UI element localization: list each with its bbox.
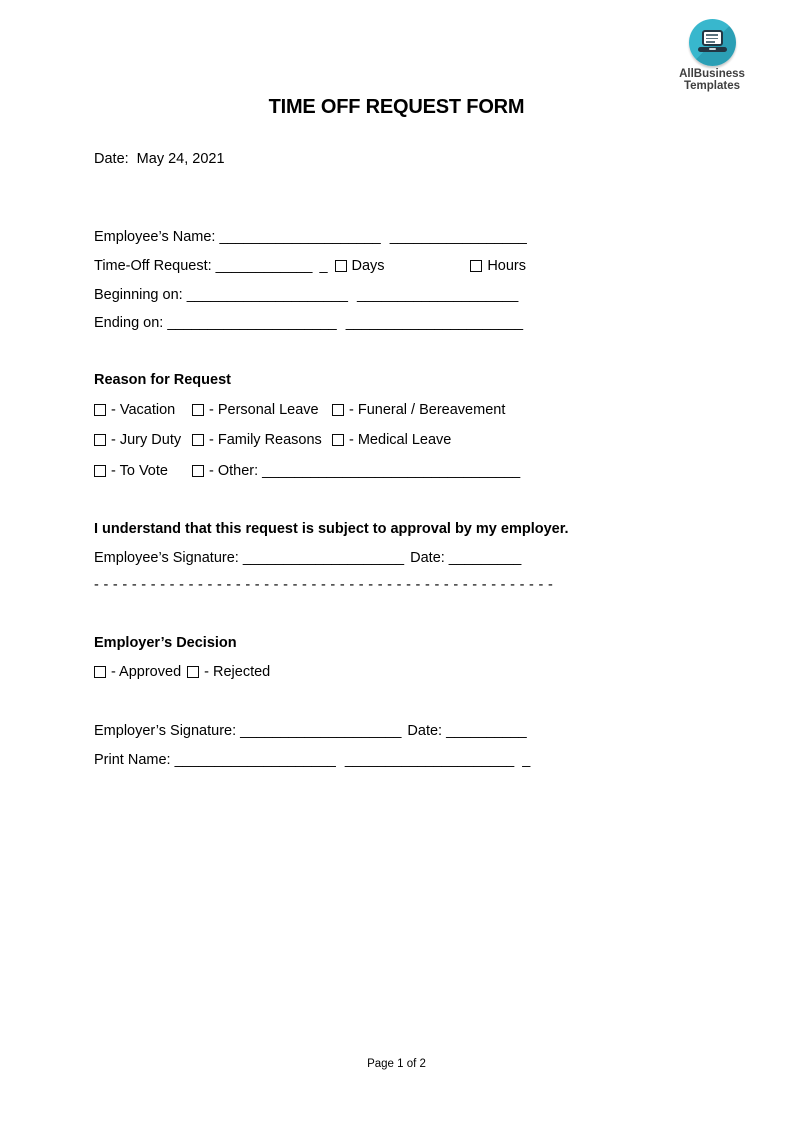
option-label: - Other: [209,463,259,479]
option-label: - To Vote [111,463,168,479]
print-name-label: Print Name: [94,752,171,768]
checkbox-icon-medical-leave [332,434,344,446]
checkbox-option-rejected [181,664,270,680]
allbusiness-templates-logo [672,19,752,92]
checkbox-option-medical-leave [332,431,534,449]
blank-line: ____________________ [219,229,381,245]
employee-signature-line [94,549,521,567]
logo-text-line2: Templates [683,80,741,92]
logo-text-line1: AllBusiness [679,68,745,80]
blank-line: ____________ [215,258,313,274]
blank-line: ______________________ [345,315,524,331]
approval-statement: I understand that this request is subject to approval by my employer. [94,521,569,537]
signature-date-label: Date: [407,723,443,739]
blank-line: ____________________ [356,287,519,303]
option-label: - Medical Leave [349,432,452,448]
hours-option [470,257,526,275]
checkbox-option-family-reasons [192,431,332,449]
blank-line: ____________________ [242,550,405,566]
checkbox-icon-other [192,465,204,477]
time-off-request-line [94,257,526,275]
blank-line: __________ [446,723,527,739]
date-line [94,150,225,168]
reason-heading: Reason for Request [94,372,231,388]
checkbox-icon-vacation [94,404,106,416]
option-label: - Family Reasons [209,432,322,448]
checkbox-icon-rejected [187,666,199,678]
blank-line: _ [319,258,328,274]
blank-line: ________________________________ [262,463,521,479]
checkbox-icon-to-vote [94,465,106,477]
page-number: Page 1 of 2 [367,1058,426,1070]
date-label: Date: [94,151,129,167]
blank-line: _ [522,752,531,768]
ending-on-line [94,314,523,332]
employee-signature-label: Employee’s Signature: [94,550,239,566]
reason-row-2 [94,431,534,449]
date-value: May 24, 2021 [136,151,225,167]
blank-line: _________________ [389,229,527,245]
checkbox-option-funeral-bereavement [332,401,534,419]
beginning-on-label: Beginning on: [94,287,183,303]
ending-on-label: Ending on: [94,315,164,331]
logo-badge [689,19,736,66]
blank-line: _________ [448,550,522,566]
time-off-request-label: Time-Off Request: [94,258,212,274]
days-label: Days [351,258,385,274]
checkbox-icon-personal-leave [192,404,204,416]
form-title: TIME OFF REQUEST FORM [268,96,525,118]
beginning-on-line [94,286,518,304]
option-label: - Rejected [204,664,271,680]
reason-row-3 [94,462,520,480]
print-name-line [94,751,530,769]
employer-decision-heading: Employer’s Decision [94,635,237,651]
blank-line: ____________________ [186,287,348,303]
blank-line: _____________________ [167,315,337,331]
signature-date-label: Date: [410,550,445,566]
laptop-base [698,47,727,52]
dashed-separator: - - - - - - - - - - - - - - - - - - - - - - - - - - - - - - - - - - - - - - - - - - - - - - - - - [94,577,554,593]
checkbox-icon-funeral-bereavement [332,404,344,416]
option-label: - Approved [111,664,182,680]
checkbox-icon-approved [94,666,106,678]
checkbox-icon-jury-duty [94,434,106,446]
checkbox-option-other [192,463,520,479]
checkbox-option-jury-duty [94,431,192,449]
checkbox-option-to-vote [94,462,192,480]
checkbox-option-approved [94,664,181,680]
blank-line: ____________________ [174,752,336,768]
checkbox-icon-family-reasons [192,434,204,446]
option-label: - Personal Leave [209,402,319,418]
employee-name-line [94,228,527,246]
employee-name-label: Employee’s Name: [94,229,216,245]
checkbox-icon-hours [470,260,482,272]
option-label: - Jury Duty [111,432,182,448]
option-label: - Vacation [111,402,176,418]
option-label: - Funeral / Bereavement [349,402,506,418]
employer-signature-line [94,722,527,740]
reason-row-1 [94,401,534,419]
decision-options-line [94,663,270,681]
checkbox-option-vacation [94,401,192,419]
hours-label: Hours [487,258,526,274]
blank-line: ____________________ [240,723,402,739]
employer-signature-label: Employer’s Signature: [94,723,237,739]
blank-line: _____________________ [344,752,515,768]
checkbox-option-personal-leave [192,401,332,419]
checkbox-icon-days [335,260,347,272]
laptop-icon [702,30,723,46]
